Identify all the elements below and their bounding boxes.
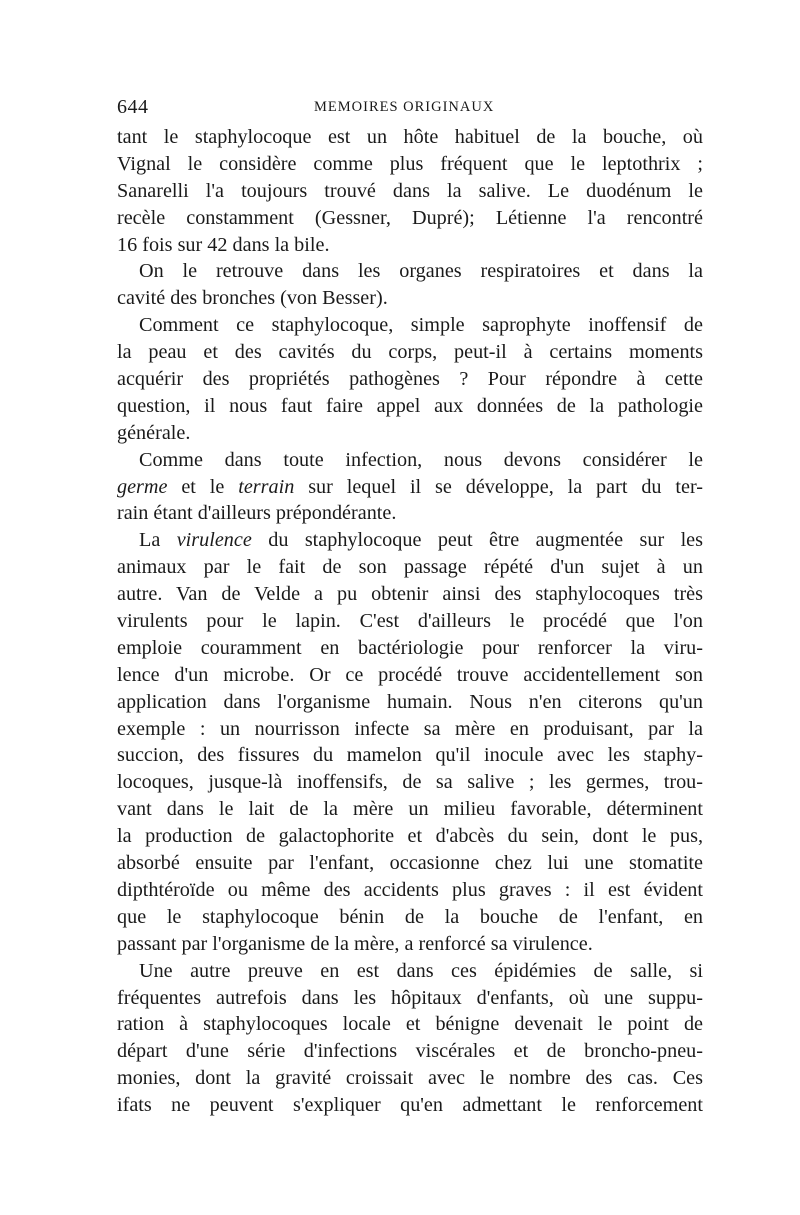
- emphasized-word: germe: [117, 475, 168, 498]
- text-line: Une autre preuve en est dans ces épidémies de salle, si: [139, 959, 703, 982]
- body-text: [117, 124, 703, 1119]
- text-line: question, il nous faut faire appel aux données de la pathologie: [117, 394, 703, 417]
- text-line: Sanarelli l'a toujours trouvé dans la salive. Le duodénum le: [117, 179, 703, 202]
- text-segment: du staphylocoque peut être augmentée sur les: [251, 529, 703, 552]
- running-head: [117, 92, 703, 122]
- text-line: [117, 527, 703, 554]
- text-line: Comment ce staphylocoque, simple saprophyte inoffensif de: [139, 314, 703, 337]
- text-line: virulents pour le lapin. C'est d'ailleurs le procédé que l'on: [117, 610, 703, 633]
- text-line: emploie couramment en bactériologie pour renforcer la viru-: [117, 636, 703, 659]
- emphasized-word: virulence: [176, 529, 252, 552]
- text-line: acquérir des propriétés pathogènes ? Pour répondre à cette: [117, 368, 703, 391]
- text-line: dipthtéroïde ou même des accidents plus graves : il est évident: [117, 878, 703, 901]
- text-line: Vignal le considère comme plus fréquent que le leptothrix ;: [117, 152, 703, 175]
- text-line: animaux par le fait de son passage répété d'un sujet à un: [117, 556, 703, 579]
- text-line: que le staphylocoque bénin de la bouche de l'enfant, en: [117, 905, 703, 928]
- book-page: [117, 92, 703, 1119]
- text-line: recèle constamment (Gessner, Dupré); Létienne l'a rencontré: [117, 206, 703, 229]
- text-line: succion, des fissures du mamelon qu'il inocule avec les staphy-: [117, 744, 703, 767]
- text-line: passant par l'organisme de la mère, a renforcé sa virulence.: [117, 932, 593, 955]
- text-line: absorbé ensuite par l'enfant, occasionne chez lui une stomatite: [117, 852, 703, 875]
- text-line: application dans l'organisme humain. Nous n'en citerons qu'un: [117, 690, 703, 713]
- running-title: MEMOIRES ORIGINAUX: [314, 99, 495, 115]
- page-number: 644: [117, 96, 149, 118]
- text-segment: sur lequel il se développe, la part du ter-: [294, 475, 703, 498]
- text-line: tant le staphylocoque est un hôte habituel de la bouche, où: [117, 126, 703, 148]
- text-line: lence d'un microbe. Or ce procédé trouve accidentellement son: [117, 663, 703, 686]
- text-line: ration à staphylocoques locale et bénigne devenait le point de: [117, 1013, 703, 1036]
- text-segment: La: [139, 529, 177, 552]
- text-line: 16 fois sur 42 dans la bile.: [117, 233, 330, 256]
- text-line: fréquentes autrefois dans les hôpitaux d'enfants, où une suppu-: [117, 986, 703, 1009]
- text-line: monies, dont la gravité croissait avec le nombre des cas. Ces: [117, 1067, 703, 1090]
- text-line: départ d'une série d'infections viscérales et de broncho-pneu-: [117, 1040, 703, 1063]
- text-line: Comme dans toute infection, nous devons considérer le: [139, 448, 703, 471]
- text-line: exemple : un nourrisson infecte sa mère en produisant, par la: [117, 717, 703, 740]
- text-line: cavité des bronches (von Besser).: [117, 287, 388, 310]
- text-line: On le retrouve dans les organes respiratoires et dans la: [139, 260, 703, 283]
- text-segment: et le: [167, 475, 239, 498]
- text-line: ifats ne peuvent s'expliquer qu'en admettant le renforcement: [117, 1094, 703, 1117]
- text-line: autre. Van de Velde a pu obtenir ainsi des staphylocoques très: [117, 583, 703, 606]
- text-line: générale.: [117, 421, 191, 444]
- emphasized-word: terrain: [238, 475, 295, 498]
- text-line: [117, 474, 703, 501]
- text-line: rain étant d'ailleurs prépondérante.: [117, 502, 397, 525]
- text-line: locoques, jusque-là inoffensifs, de sa salive ; les germes, trou-: [117, 771, 703, 794]
- text-line: vant dans le lait de la mère un milieu favorable, déterminent: [117, 798, 703, 821]
- text-line: la peau et des cavités du corps, peut-il à certains moments: [117, 341, 703, 364]
- text-line: la production de galactophorite et d'abcès du sein, dont le pus,: [117, 825, 703, 848]
